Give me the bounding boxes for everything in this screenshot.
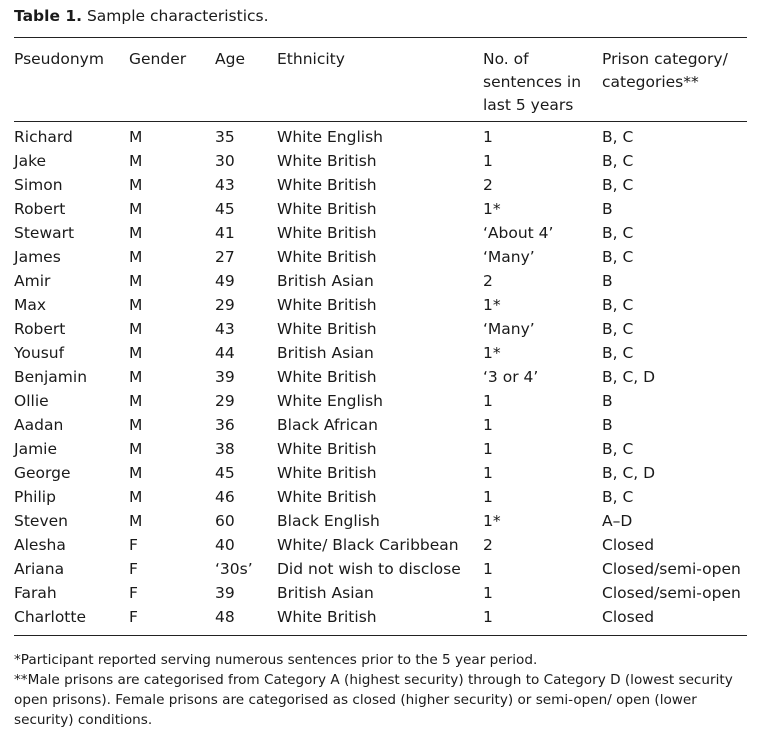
cell-ethnicity: White British xyxy=(277,368,377,386)
table-row xyxy=(0,199,759,223)
header-pseudonym: Pseudonym xyxy=(14,50,104,68)
table-row xyxy=(0,535,759,559)
cell-pseudonym: Richard xyxy=(14,128,73,146)
cell-sentences: 1* xyxy=(483,200,501,218)
cell-pseudonym: Simon xyxy=(14,176,63,194)
cell-ethnicity: White British xyxy=(277,488,377,506)
cell-prison-category: Closed xyxy=(602,536,655,554)
cell-age: 30 xyxy=(215,152,235,170)
cell-prison-category: B, C xyxy=(602,128,634,146)
cell-sentences: ‘About 4’ xyxy=(483,224,554,242)
cell-age: 43 xyxy=(215,176,235,194)
cell-gender: F xyxy=(129,608,138,626)
cell-gender: M xyxy=(129,416,143,434)
table-row xyxy=(0,607,759,631)
table-row xyxy=(0,247,759,271)
table-row xyxy=(0,415,759,439)
cell-gender: M xyxy=(129,488,143,506)
cell-prison-category: B, C xyxy=(602,344,634,362)
cell-prison-category: Closed/semi-open xyxy=(602,560,741,578)
bottom-rule xyxy=(14,635,747,636)
cell-ethnicity: Did not wish to disclose xyxy=(277,560,461,578)
cell-prison-category: B, C xyxy=(602,440,634,458)
header-sentences-line: last 5 years xyxy=(483,96,574,114)
cell-prison-category: B, C, D xyxy=(602,368,656,386)
cell-gender: M xyxy=(129,512,143,530)
cell-prison-category: B xyxy=(602,272,613,290)
cell-pseudonym: Stewart xyxy=(14,224,75,242)
table-row xyxy=(0,127,759,151)
cell-ethnicity: White British xyxy=(277,224,377,242)
cell-prison-category: B, C xyxy=(602,488,634,506)
cell-sentences: ‘Many’ xyxy=(483,248,535,266)
cell-ethnicity: White British xyxy=(277,608,377,626)
table-row xyxy=(0,439,759,463)
table-row xyxy=(0,151,759,175)
header-prison-category xyxy=(602,48,728,94)
cell-age: 40 xyxy=(215,536,235,554)
cell-prison-category: Closed/semi-open xyxy=(602,584,741,602)
cell-prison-category: B, C xyxy=(602,224,634,242)
table-row xyxy=(0,343,759,367)
table-body xyxy=(0,127,759,627)
table-row xyxy=(0,511,759,535)
header-sentences-line: No. of xyxy=(483,50,529,68)
cell-gender: M xyxy=(129,392,143,410)
cell-ethnicity: Black African xyxy=(277,416,378,434)
cell-age: 43 xyxy=(215,320,235,338)
cell-ethnicity: White English xyxy=(277,392,383,410)
cell-age: 27 xyxy=(215,248,235,266)
cell-pseudonym: Robert xyxy=(14,200,66,218)
cell-gender: M xyxy=(129,344,143,362)
cell-age: 29 xyxy=(215,296,235,314)
cell-age: 35 xyxy=(215,128,235,146)
header-sentences xyxy=(483,48,581,117)
cell-sentences: ‘Many’ xyxy=(483,320,535,338)
cell-ethnicity: White British xyxy=(277,152,377,170)
cell-sentences: 2 xyxy=(483,272,493,290)
table-caption xyxy=(14,7,269,25)
cell-age: 29 xyxy=(215,392,235,410)
cell-gender: M xyxy=(129,176,143,194)
cell-age: 45 xyxy=(215,464,235,482)
cell-sentences: 1 xyxy=(483,128,493,146)
cell-sentences: 2 xyxy=(483,176,493,194)
cell-gender: M xyxy=(129,296,143,314)
cell-sentences: 1 xyxy=(483,584,493,602)
table-row xyxy=(0,295,759,319)
cell-sentences: 1 xyxy=(483,440,493,458)
cell-gender: F xyxy=(129,560,138,578)
cell-sentences: 1* xyxy=(483,296,501,314)
cell-gender: M xyxy=(129,128,143,146)
table-row xyxy=(0,175,759,199)
cell-sentences: 1 xyxy=(483,560,493,578)
table-row xyxy=(0,271,759,295)
cell-pseudonym: Farah xyxy=(14,584,57,602)
cell-ethnicity: White British xyxy=(277,200,377,218)
footnote: **Male prisons are categorised from Category A (highest security) through to Category D (lowest security open prisons). Female prisons are categorised as closed (higher security) or semi-open/ open (lower security) conditions. xyxy=(14,672,733,728)
cell-prison-category: B, C xyxy=(602,320,634,338)
header-rule xyxy=(14,121,747,122)
cell-sentences: 1 xyxy=(483,152,493,170)
cell-prison-category: Closed xyxy=(602,608,655,626)
cell-prison-category: B xyxy=(602,200,613,218)
cell-prison-category: B, C xyxy=(602,296,634,314)
cell-pseudonym: Jamie xyxy=(14,440,58,458)
cell-sentences: 2 xyxy=(483,536,493,554)
cell-ethnicity: British Asian xyxy=(277,584,374,602)
header-prison-line: Prison category/ xyxy=(602,50,728,68)
cell-pseudonym: Alesha xyxy=(14,536,66,554)
cell-sentences: 1 xyxy=(483,464,493,482)
cell-ethnicity: White British xyxy=(277,440,377,458)
table-row xyxy=(0,487,759,511)
cell-gender: M xyxy=(129,440,143,458)
cell-prison-category: B, C xyxy=(602,248,634,266)
cell-gender: M xyxy=(129,464,143,482)
table-row xyxy=(0,559,759,583)
cell-age: 49 xyxy=(215,272,235,290)
cell-sentences: ‘3 or 4’ xyxy=(483,368,539,386)
cell-age: 46 xyxy=(215,488,235,506)
cell-pseudonym: Max xyxy=(14,296,47,314)
cell-prison-category: B, C xyxy=(602,152,634,170)
table-row xyxy=(0,367,759,391)
cell-pseudonym: Robert xyxy=(14,320,66,338)
table-row xyxy=(0,319,759,343)
cell-prison-category: A–D xyxy=(602,512,633,530)
cell-prison-category: B, C xyxy=(602,176,634,194)
header-prison-line: categories** xyxy=(602,73,699,91)
cell-prison-category: B, C, D xyxy=(602,464,656,482)
cell-prison-category: B xyxy=(602,392,613,410)
header-gender: Gender xyxy=(129,50,187,68)
cell-gender: M xyxy=(129,200,143,218)
header-ethnicity: Ethnicity xyxy=(277,50,345,68)
top-rule xyxy=(14,37,747,38)
cell-sentences: 1 xyxy=(483,488,493,506)
cell-age: 38 xyxy=(215,440,235,458)
cell-gender: M xyxy=(129,320,143,338)
cell-pseudonym: Amir xyxy=(14,272,51,290)
cell-pseudonym: Jake xyxy=(14,152,47,170)
cell-pseudonym: James xyxy=(14,248,61,266)
cell-ethnicity: White British xyxy=(277,296,377,314)
cell-sentences: 1* xyxy=(483,344,501,362)
cell-age: ‘30s’ xyxy=(215,560,253,578)
cell-gender: M xyxy=(129,248,143,266)
cell-ethnicity: Black English xyxy=(277,512,380,530)
cell-gender: F xyxy=(129,536,138,554)
cell-gender: M xyxy=(129,368,143,386)
table-row xyxy=(0,223,759,247)
cell-pseudonym: Steven xyxy=(14,512,68,530)
cell-gender: M xyxy=(129,152,143,170)
cell-pseudonym: George xyxy=(14,464,71,482)
cell-ethnicity: White English xyxy=(277,128,383,146)
cell-age: 60 xyxy=(215,512,235,530)
cell-gender: M xyxy=(129,224,143,242)
cell-pseudonym: Ariana xyxy=(14,560,65,578)
cell-ethnicity: British Asian xyxy=(277,344,374,362)
cell-pseudonym: Ollie xyxy=(14,392,49,410)
cell-ethnicity: White British xyxy=(277,176,377,194)
cell-age: 44 xyxy=(215,344,235,362)
cell-gender: M xyxy=(129,272,143,290)
cell-age: 41 xyxy=(215,224,235,242)
cell-ethnicity: White British xyxy=(277,464,377,482)
cell-pseudonym: Philip xyxy=(14,488,56,506)
cell-ethnicity: British Asian xyxy=(277,272,374,290)
header-sentences-line: sentences in xyxy=(483,73,582,91)
cell-ethnicity: White/ Black Caribbean xyxy=(277,536,459,554)
cell-sentences: 1 xyxy=(483,416,493,434)
cell-age: 36 xyxy=(215,416,235,434)
table-row xyxy=(0,583,759,607)
cell-sentences: 1* xyxy=(483,512,501,530)
cell-age: 39 xyxy=(215,368,235,386)
cell-sentences: 1 xyxy=(483,608,493,626)
table-row xyxy=(0,463,759,487)
table-row xyxy=(0,391,759,415)
cell-pseudonym: Charlotte xyxy=(14,608,86,626)
table-notes xyxy=(14,650,749,730)
cell-age: 39 xyxy=(215,584,235,602)
table-label: Table 1. xyxy=(14,7,83,25)
cell-pseudonym: Aadan xyxy=(14,416,64,434)
footnote: *Participant reported serving numerous sentences prior to the 5 year period. xyxy=(14,652,538,668)
header-age: Age xyxy=(215,50,245,68)
cell-sentences: 1 xyxy=(483,392,493,410)
cell-gender: F xyxy=(129,584,138,602)
cell-age: 45 xyxy=(215,200,235,218)
table-title: Sample characteristics. xyxy=(86,7,269,25)
cell-age: 48 xyxy=(215,608,235,626)
cell-prison-category: B xyxy=(602,416,613,434)
cell-pseudonym: Benjamin xyxy=(14,368,88,386)
cell-ethnicity: White British xyxy=(277,320,377,338)
cell-ethnicity: White British xyxy=(277,248,377,266)
cell-pseudonym: Yousuf xyxy=(14,344,65,362)
